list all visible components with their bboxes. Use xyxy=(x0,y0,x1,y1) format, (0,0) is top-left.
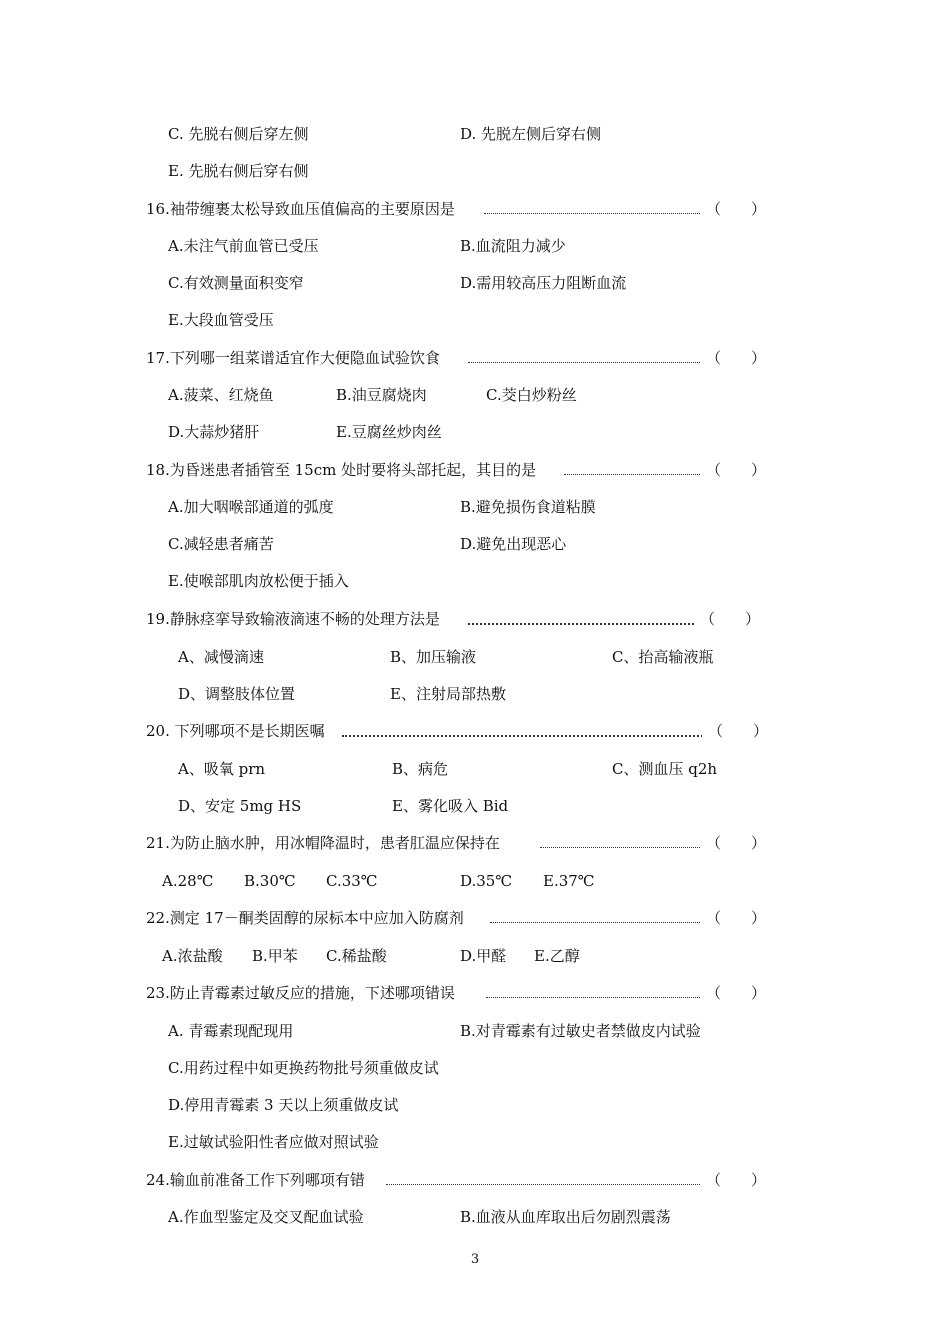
q18-option-a: A.加大咽喉部通道的弧度 xyxy=(168,498,334,516)
q21-option-b: B.30℃ xyxy=(244,872,296,890)
q23-option-a: A. 青霉素现配现用 xyxy=(168,1022,294,1040)
q16-option-a: A.未注气前血管已受压 xyxy=(168,237,319,255)
q18-option-e: E.使喉部肌肉放松便于插入 xyxy=(168,572,349,590)
q20-option-b: B、病危 xyxy=(392,760,449,778)
q24-option-b: B.血液从血库取出后勿剧烈震荡 xyxy=(460,1208,671,1226)
q23-option-e: E.过敏试验阳性者应做对照试验 xyxy=(168,1133,379,1151)
q17-option-a: A.菠菜、红烧鱼 xyxy=(168,386,274,404)
q20-option-d: D、安定 5mg HS xyxy=(178,797,302,815)
q16-option-b: B.血流阻力减少 xyxy=(460,237,566,255)
question-23-stem: 23.防止青霉素过敏反应的措施，下述哪项错误 xyxy=(146,984,455,1002)
q21-option-a: A.28℃ xyxy=(162,872,214,890)
q17-option-d: D.大蒜炒猪肝 xyxy=(168,423,260,441)
question-20-stem: 20. 下列哪项不是长期医嘱 xyxy=(146,722,325,740)
q22-option-c: C.稀盐酸 xyxy=(326,947,387,965)
question-19-stem: 19.静脉痉挛导致输液滴速不畅的处理方法是 xyxy=(146,610,440,628)
q18-option-d: D.避免出现恶心 xyxy=(460,535,567,553)
answer-bracket: （ ） xyxy=(700,908,766,928)
q19-option-b: B、加压输液 xyxy=(390,648,477,666)
question-18-stem: 18.为昏迷患者插管至 15cm 处时要将头部托起，其目的是 xyxy=(146,461,537,479)
q24-option-a: A.作血型鉴定及交叉配血试验 xyxy=(168,1208,364,1226)
q19-option-c: C、抬高输液瓶 xyxy=(612,648,714,666)
q22-option-b: B.甲苯 xyxy=(252,947,298,965)
q18-option-b: B.避免损伤食道粘膜 xyxy=(460,498,596,516)
answer-bracket: （ ） xyxy=(700,460,766,480)
q19-option-a: A、减慢滴速 xyxy=(178,648,264,666)
q15-option-d: D. 先脱左侧后穿右侧 xyxy=(460,125,602,143)
question-24-stem: 24.输血前准备工作下列哪项有错 xyxy=(146,1171,365,1189)
q17-option-c: C.茭白炒粉丝 xyxy=(486,386,577,404)
q21-option-e: E.37℃ xyxy=(543,872,595,890)
q20-option-e: E、雾化吸入 Bid xyxy=(392,797,509,815)
answer-bracket: （ ） xyxy=(700,833,766,853)
q22-option-a: A.浓盐酸 xyxy=(162,947,223,965)
q19-option-d: D、调整肢体位置 xyxy=(178,685,296,703)
q23-option-d: D.停用青霉素 3 天以上须重做皮试 xyxy=(168,1096,399,1114)
q21-option-d: D.35℃ xyxy=(460,872,513,890)
question-22-stem: 22.测定 17－酮类固醇的尿标本中应加入防腐剂 xyxy=(146,909,464,927)
question-21-stem: 21.为防止脑水肿，用冰帽降温时，患者肛温应保持在 xyxy=(146,834,500,852)
q22-option-d: D.甲醛 xyxy=(460,947,507,965)
q18-option-c: C.减轻患者痛苦 xyxy=(168,535,274,553)
answer-bracket: （ ） xyxy=(702,721,768,741)
q19-option-e: E、注射局部热敷 xyxy=(390,685,506,703)
q20-option-a: A、吸氧 prn xyxy=(178,760,266,778)
q16-option-d: D.需用较高压力阻断血流 xyxy=(460,274,627,292)
answer-bracket: （ ） xyxy=(700,1170,766,1190)
q15-option-c: C. 先脱右侧后穿左侧 xyxy=(168,125,309,143)
page-number: 3 xyxy=(470,1252,480,1267)
q17-option-e: E.豆腐丝炒肉丝 xyxy=(336,423,442,441)
answer-bracket: （ ） xyxy=(700,348,766,368)
q15-option-e: E. 先脱右侧后穿右侧 xyxy=(168,162,309,180)
answer-bracket: （ ） xyxy=(700,199,766,219)
q23-option-c: C.用药过程中如更换药物批号须重做皮试 xyxy=(168,1059,439,1077)
question-17-stem: 17.下列哪一组菜谱适宜作大便隐血试验饮食 xyxy=(146,349,440,367)
q20-option-c: C、测血压 q2h xyxy=(612,760,718,778)
answer-bracket: （ ） xyxy=(694,609,760,629)
q22-option-e: E.乙醇 xyxy=(534,947,580,965)
q23-option-b: B.对青霉素有过敏史者禁做皮内试验 xyxy=(460,1022,701,1040)
answer-bracket: （ ） xyxy=(700,983,766,1003)
q16-option-e: E.大段血管受压 xyxy=(168,311,274,329)
q16-option-c: C.有效测量面积变窄 xyxy=(168,274,304,292)
q21-option-c: C.33℃ xyxy=(326,872,378,890)
question-16-stem: 16.袖带缠裹太松导致血压值偏高的主要原因是 xyxy=(146,200,455,218)
q17-option-b: B.油豆腐烧肉 xyxy=(336,386,427,404)
